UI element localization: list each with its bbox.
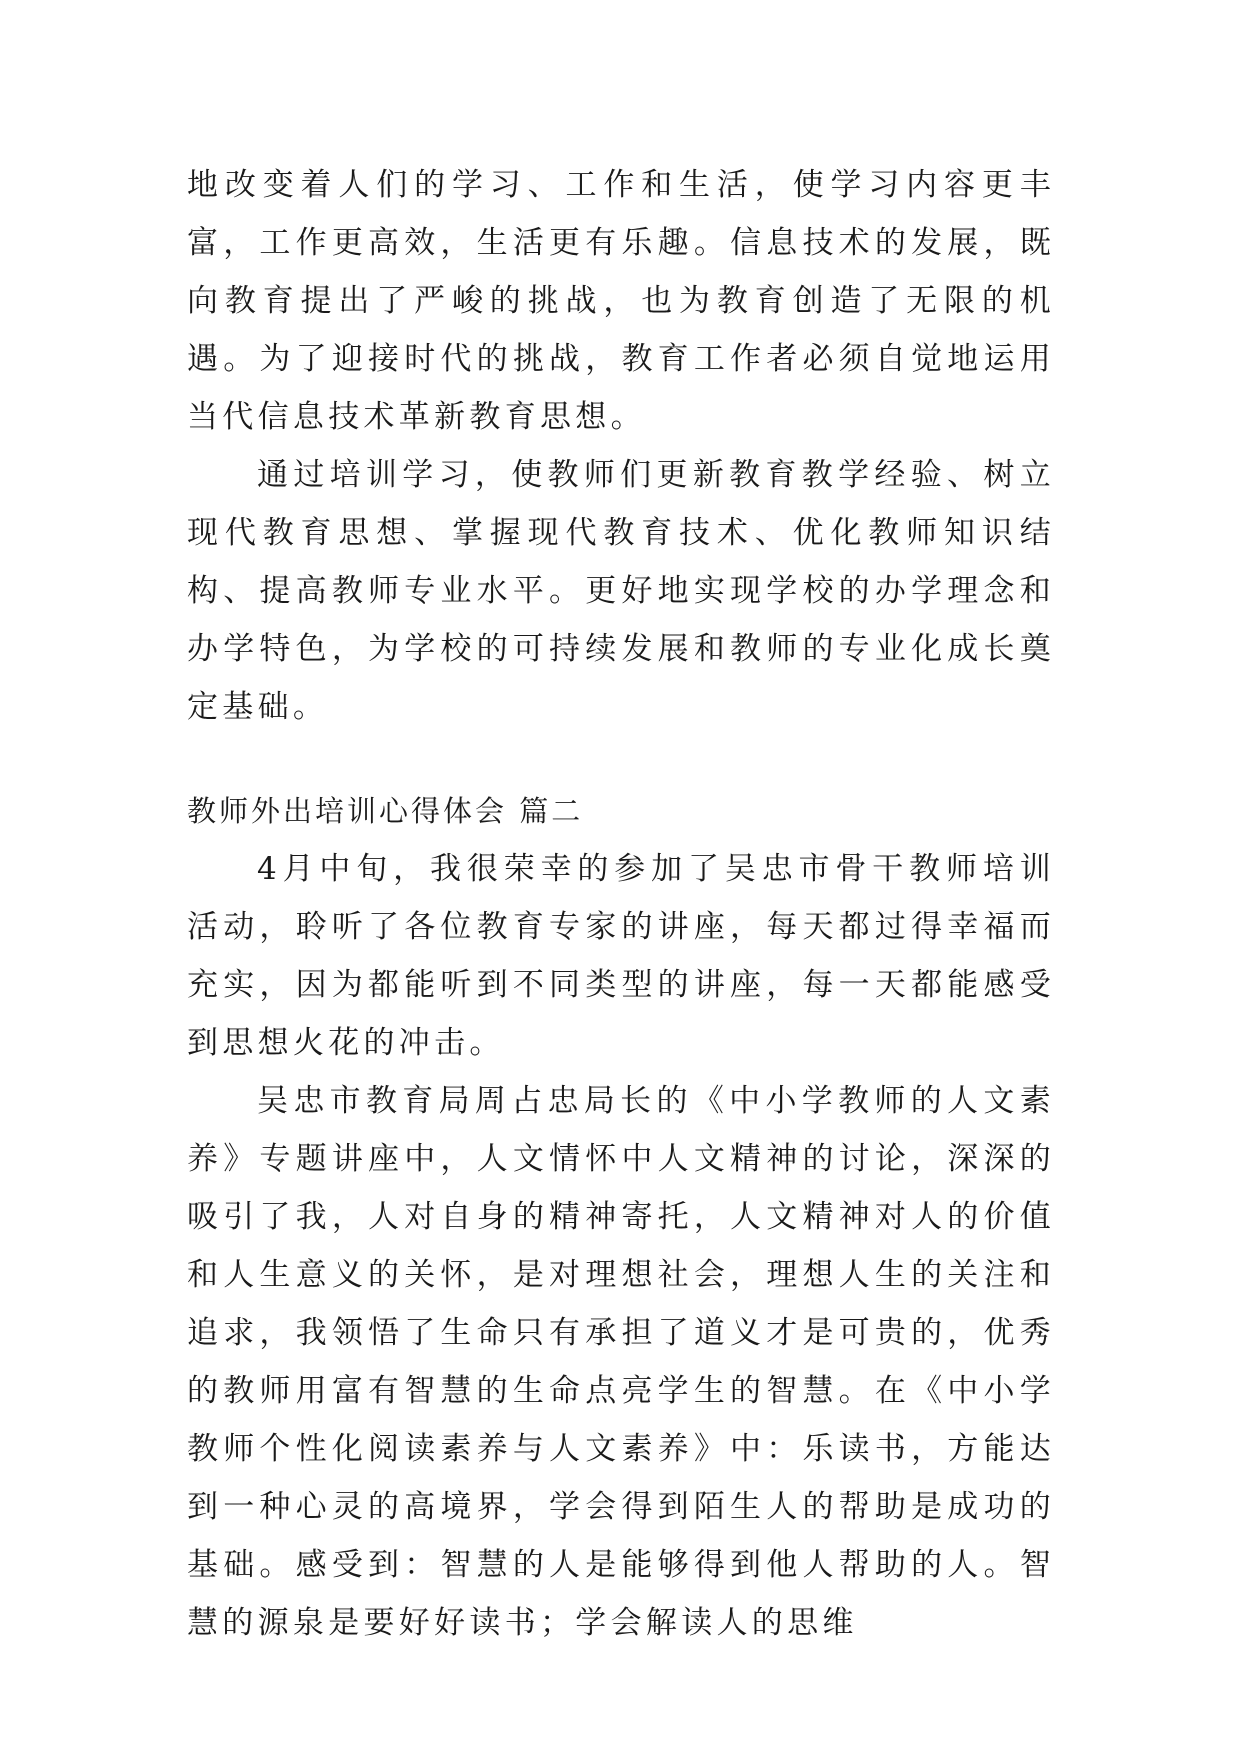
paragraph-humanities-lecture: 吴忠市教育局周占忠局长的《中小学教师的人文素养》专题讲座中，人文情怀中人文精神的讨论，深深的吸引了我，人对自身的精神寄托，人文精神对人的价值和人生意义的关怀，是对理想社会，理想人生的关注和追求，我领悟了生命只有承担了道义才是可贵的，优秀的教师用富有智慧的生命点亮学生的智慧。在《中小学教师个性化阅读素养与人文素养》中：乐读书，方能达到一种心灵的高境界，学会得到陌生人的帮助是成功的基础。感受到：智慧的人是能够得到他人帮助的人。智慧的源泉是要好好读书；学会解读人的思维 xyxy=(187,1083,1055,1641)
paragraph-continuation: 地改变着人们的学习、工作和生活，使学习内容更丰富，工作更高效，生活更有乐趣。信息技术的发展，既向教育提出了严峻的挑战，也为教育创造了无限的机遇。为了迎接时代的挑战，教育工作者必须自觉地运用当代信息技术革新教育思想。 xyxy=(187,167,1055,435)
paragraph-training-goals: 通过培训学习，使教师们更新教育教学经验、树立现代教育思想、掌握现代教育技术、优化教师知识结构、提高教师专业水平。更好地实现学校的办学理念和办学特色，为学校的可持续发展和教师的专业化成长奠定基础。 xyxy=(187,457,1055,725)
section-title: 教师外出培训心得体会 篇二 xyxy=(187,794,584,828)
document-body xyxy=(187,156,1055,1652)
paragraph-april-training: 4月中旬，我很荣幸的参加了吴忠市骨干教师培训活动，聆听了各位教育专家的讲座，每天都过得幸福而充实，因为都能听到不同类型的讲座，每一天都能感受到思想火花的冲击。 xyxy=(187,851,1055,1061)
